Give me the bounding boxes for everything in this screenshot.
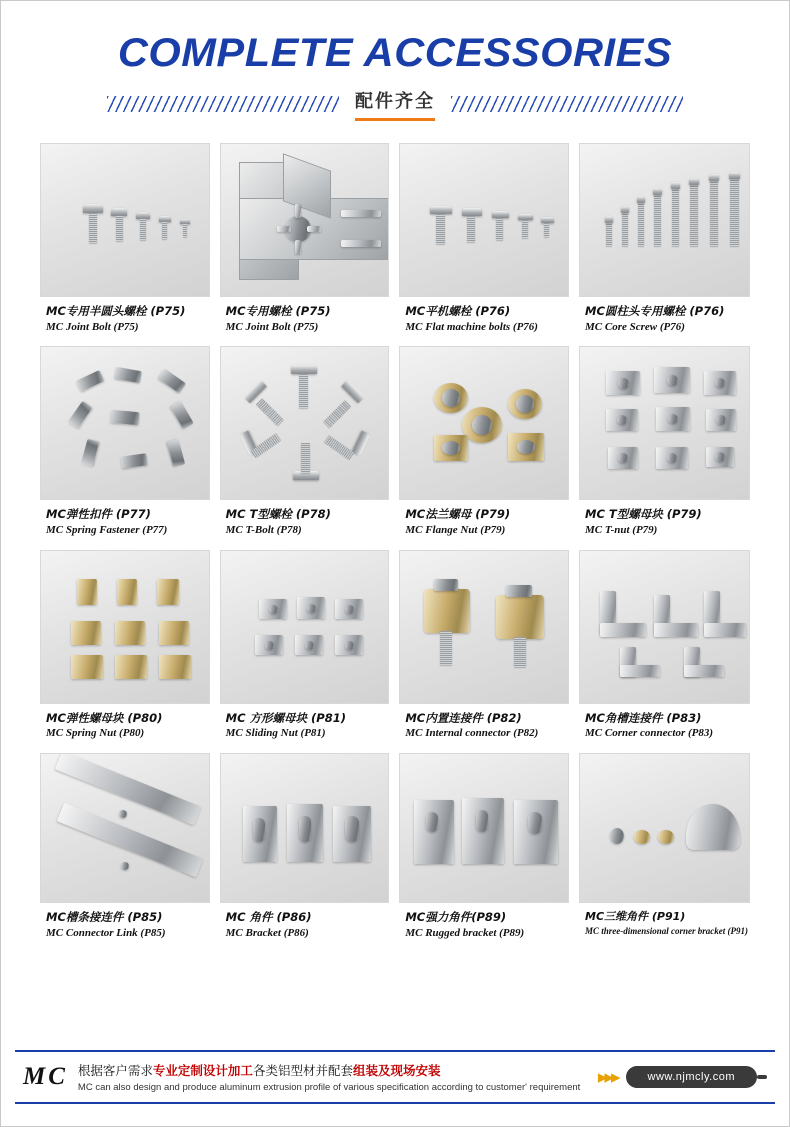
product-caption	[399, 297, 569, 338]
footer-brand: MC	[23, 1063, 68, 1090]
caption-cn: MC 角件 (P86)	[225, 910, 312, 925]
product-image-spring-fastener	[40, 346, 210, 500]
product-image-internal-connector	[399, 550, 569, 704]
product-caption	[40, 704, 210, 745]
product-image-spring-nut	[40, 550, 210, 704]
product-caption	[399, 903, 569, 944]
product-image-rugged-bracket	[399, 753, 569, 903]
caption-cn: MC圆柱头专用螺栓 (P76)	[585, 304, 725, 318]
hatch-right	[451, 96, 683, 112]
hatch-left	[107, 96, 339, 112]
caption-cn: MC弹性螺母块 (P80)	[46, 710, 163, 725]
product-image-corner-cover	[579, 753, 750, 903]
product-cell	[40, 346, 210, 541]
product-cell	[399, 346, 569, 541]
caption-cn: MC弹性扣件 (P77)	[46, 507, 151, 522]
product-image-joint-bolt	[40, 143, 210, 297]
product-cell	[579, 753, 750, 944]
caption-cn: MC T型螺母块 (P79)	[585, 507, 702, 522]
product-cell	[579, 143, 750, 338]
caption-cn: MC平机螺栓 (P76)	[405, 304, 511, 318]
page-header	[1, 1, 789, 121]
caption-en: MC Flat machine bolts (P76)	[405, 320, 538, 333]
caption-en: MC three-dimensional corner bracket (P91)	[585, 925, 748, 936]
product-caption	[399, 500, 569, 541]
caption-en: MC Spring Fastener (P77)	[46, 523, 168, 536]
product-cell	[40, 143, 210, 338]
product-image-sliding-nut	[220, 550, 390, 704]
product-image-profile-corner	[220, 143, 390, 297]
product-caption	[579, 704, 750, 745]
product-caption	[40, 297, 210, 338]
caption-en: MC T-Bolt (P78)	[225, 523, 302, 536]
product-caption	[40, 500, 210, 541]
footer-cn-highlight-2: 组装及现场安装	[352, 1063, 441, 1078]
footer-en-line: MC can also design and produce aluminum extrusion profile of various specification according to customer' requirement	[77, 1082, 581, 1093]
product-caption	[40, 903, 210, 944]
product-caption	[579, 903, 750, 941]
product-image-bracket	[220, 753, 390, 903]
website-pill[interactable]	[626, 1066, 767, 1088]
caption-en: MC Internal connector (P82)	[405, 727, 539, 740]
subtitle-underline	[355, 118, 435, 121]
footer-cn-line	[78, 1061, 594, 1079]
caption-en: MC Bracket (P86)	[225, 926, 309, 939]
product-image-flat-bolts	[399, 143, 569, 297]
footer-cn-prefix: 根据客户需求	[77, 1063, 153, 1078]
caption-en: MC Flange Nut (P79)	[405, 523, 506, 536]
caption-cn: MC槽条接连件 (P85)	[46, 910, 163, 925]
product-cell	[40, 550, 210, 745]
caption-cn: MC法兰螺母 (P79)	[405, 507, 511, 522]
caption-cn: MC强力角件(P89)	[405, 910, 507, 925]
product-caption	[220, 297, 390, 338]
product-image-t-bolt	[220, 346, 390, 500]
footer-cn-mid: 各类铝型材并配套	[252, 1063, 353, 1078]
caption-cn: MC三维角件 (P91)	[585, 910, 686, 924]
product-cell	[220, 143, 390, 338]
product-image-connector-link	[40, 753, 210, 903]
caption-en: MC Joint Bolt (P75)	[225, 320, 319, 333]
product-image-core-screw	[579, 143, 750, 297]
product-cell	[579, 550, 750, 745]
caption-en: MC Joint Bolt (P75)	[46, 320, 139, 333]
product-cell	[220, 753, 390, 944]
product-cell	[399, 143, 569, 338]
page-title: COMPLETE ACCESSORIES	[117, 31, 673, 75]
caption-cn: MC角槽连接件 (P83)	[585, 710, 702, 725]
product-caption	[220, 704, 390, 745]
caption-cn: MC专用半圆头螺栓 (P75)	[46, 304, 186, 318]
pill-cap	[757, 1075, 767, 1079]
caption-en: MC Core Screw (P76)	[585, 320, 685, 333]
footer-cn-highlight-1: 专业定制设计加工	[152, 1063, 253, 1078]
product-cell	[220, 550, 390, 745]
product-cell	[40, 753, 210, 944]
caption-cn: MC专用螺栓 (P75)	[225, 304, 331, 318]
footer-text	[78, 1061, 594, 1093]
subtitle-row	[1, 87, 789, 121]
product-caption	[220, 500, 390, 541]
caption-cn: MC 方形螺母块 (P81)	[225, 710, 346, 725]
product-cell	[399, 550, 569, 745]
product-cell	[579, 346, 750, 541]
subtitle-cn: 配件齐全	[355, 91, 435, 112]
product-caption	[220, 903, 390, 944]
caption-en: MC Corner connector (P83)	[585, 727, 714, 740]
product-cell	[220, 346, 390, 541]
caption-en: MC Sliding Nut (P81)	[225, 727, 326, 740]
caption-en: MC T-nut (P79)	[585, 523, 658, 536]
product-image-flange-nut	[399, 346, 569, 500]
product-cell	[399, 753, 569, 944]
website-url[interactable]: www.njmcly.com	[626, 1066, 757, 1088]
caption-en: MC Rugged bracket (P89)	[405, 926, 525, 939]
caption-en: MC Spring Nut (P80)	[46, 727, 145, 740]
caption-cn: MC T型螺栓 (P78)	[225, 507, 331, 522]
product-grid	[40, 143, 750, 944]
product-caption	[579, 297, 750, 338]
subtitle-wrap	[349, 87, 441, 121]
product-caption	[579, 500, 750, 541]
product-image-t-nut	[579, 346, 750, 500]
page-footer	[15, 1050, 775, 1104]
chevron-right-icon: ▸▸▸	[597, 1066, 618, 1088]
caption-en: MC Connector Link (P85)	[46, 926, 166, 939]
product-caption	[399, 704, 569, 745]
caption-cn: MC内置连接件 (P82)	[405, 710, 522, 725]
product-image-corner-connector	[579, 550, 750, 704]
